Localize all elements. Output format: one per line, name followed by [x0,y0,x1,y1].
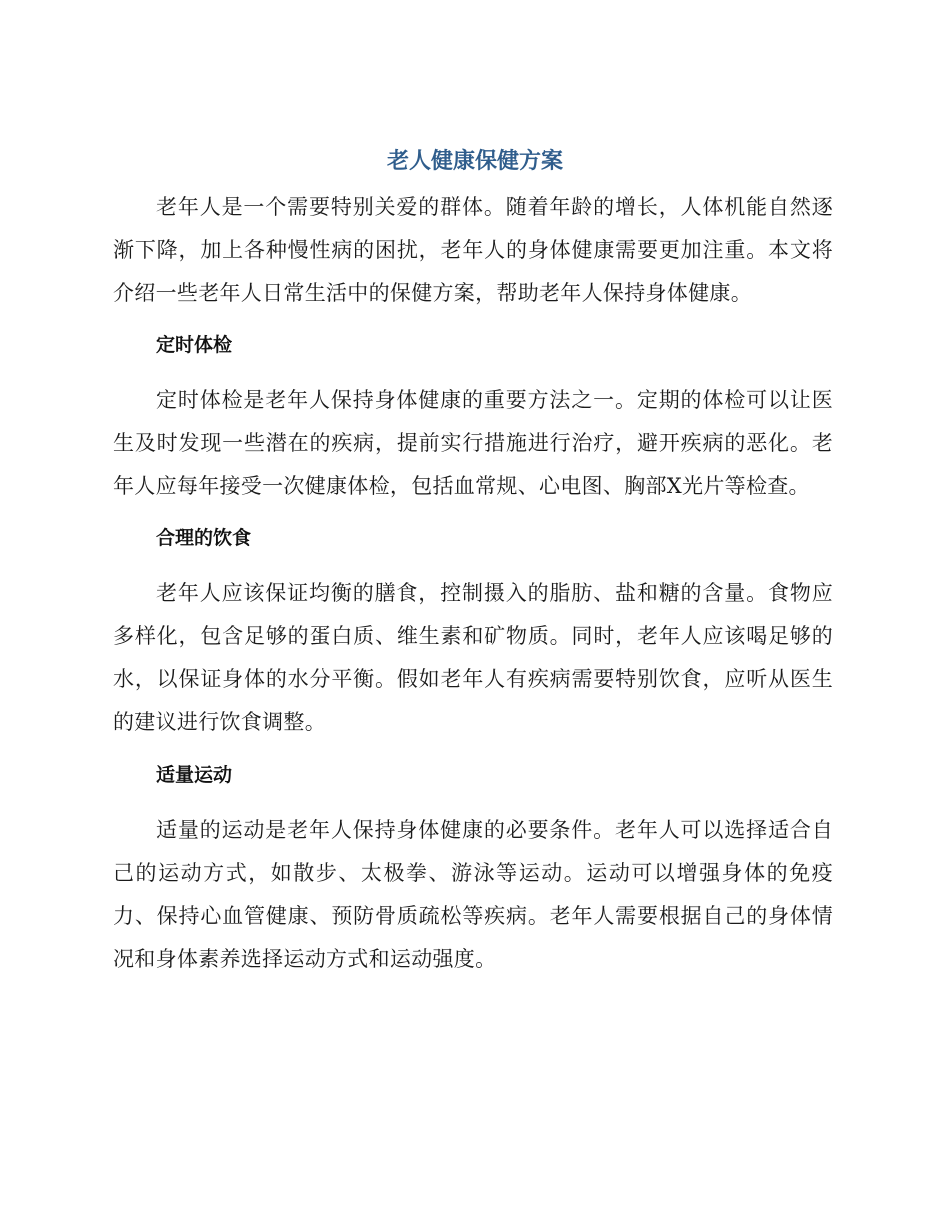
section-body-checkup: 定时体检是老年人保持身体健康的重要方法之一。定期的体检可以让医生及时发现一些潜在的疾病，提前实行措施进行治疗，避开疾病的恶化。老年人应每年接受一次健康体检，包括血常规、心电图、胸部X光片等检查。 [113,388,833,498]
section-heading-diet: 合理的饮食 [156,527,252,549]
section-body-exercise: 适量的运动是老年人保持身体健康的必要条件。老年人可以选择适合自己的运动方式，如散步、太极拳、游泳等运动。运动可以增强身体的免疫力、保持心血管健康、预防骨质疏松等疾病。老年人需要根据自己的身体情况和身体素养选择运动方式和运动强度。 [113,818,833,971]
section-heading-exercise: 适量运动 [156,764,233,786]
section-body-diet: 老年人应该保证均衡的膳食，控制摄入的脂肪、盐和糖的含量。食物应多样化，包含足够的蛋白质、维生素和矿物质。同时，老年人应该喝足够的水，以保证身体的水分平衡。假如老年人有疾病需要特别饮食，应听从医生的建议进行饮食调整。 [113,581,833,734]
intro-paragraph: 老年人是一个需要特别关爱的群体。随着年龄的增长，人体机能自然逐渐下降，加上各种慢性病的困扰，老年人的身体健康需要更加注重。本文将介绍一些老年人日常生活中的保健方案，帮助老年人保持身体健康。 [113,195,833,305]
document-title: 老人健康保健方案 [386,149,563,174]
section-heading-checkup: 定时体检 [156,334,233,356]
